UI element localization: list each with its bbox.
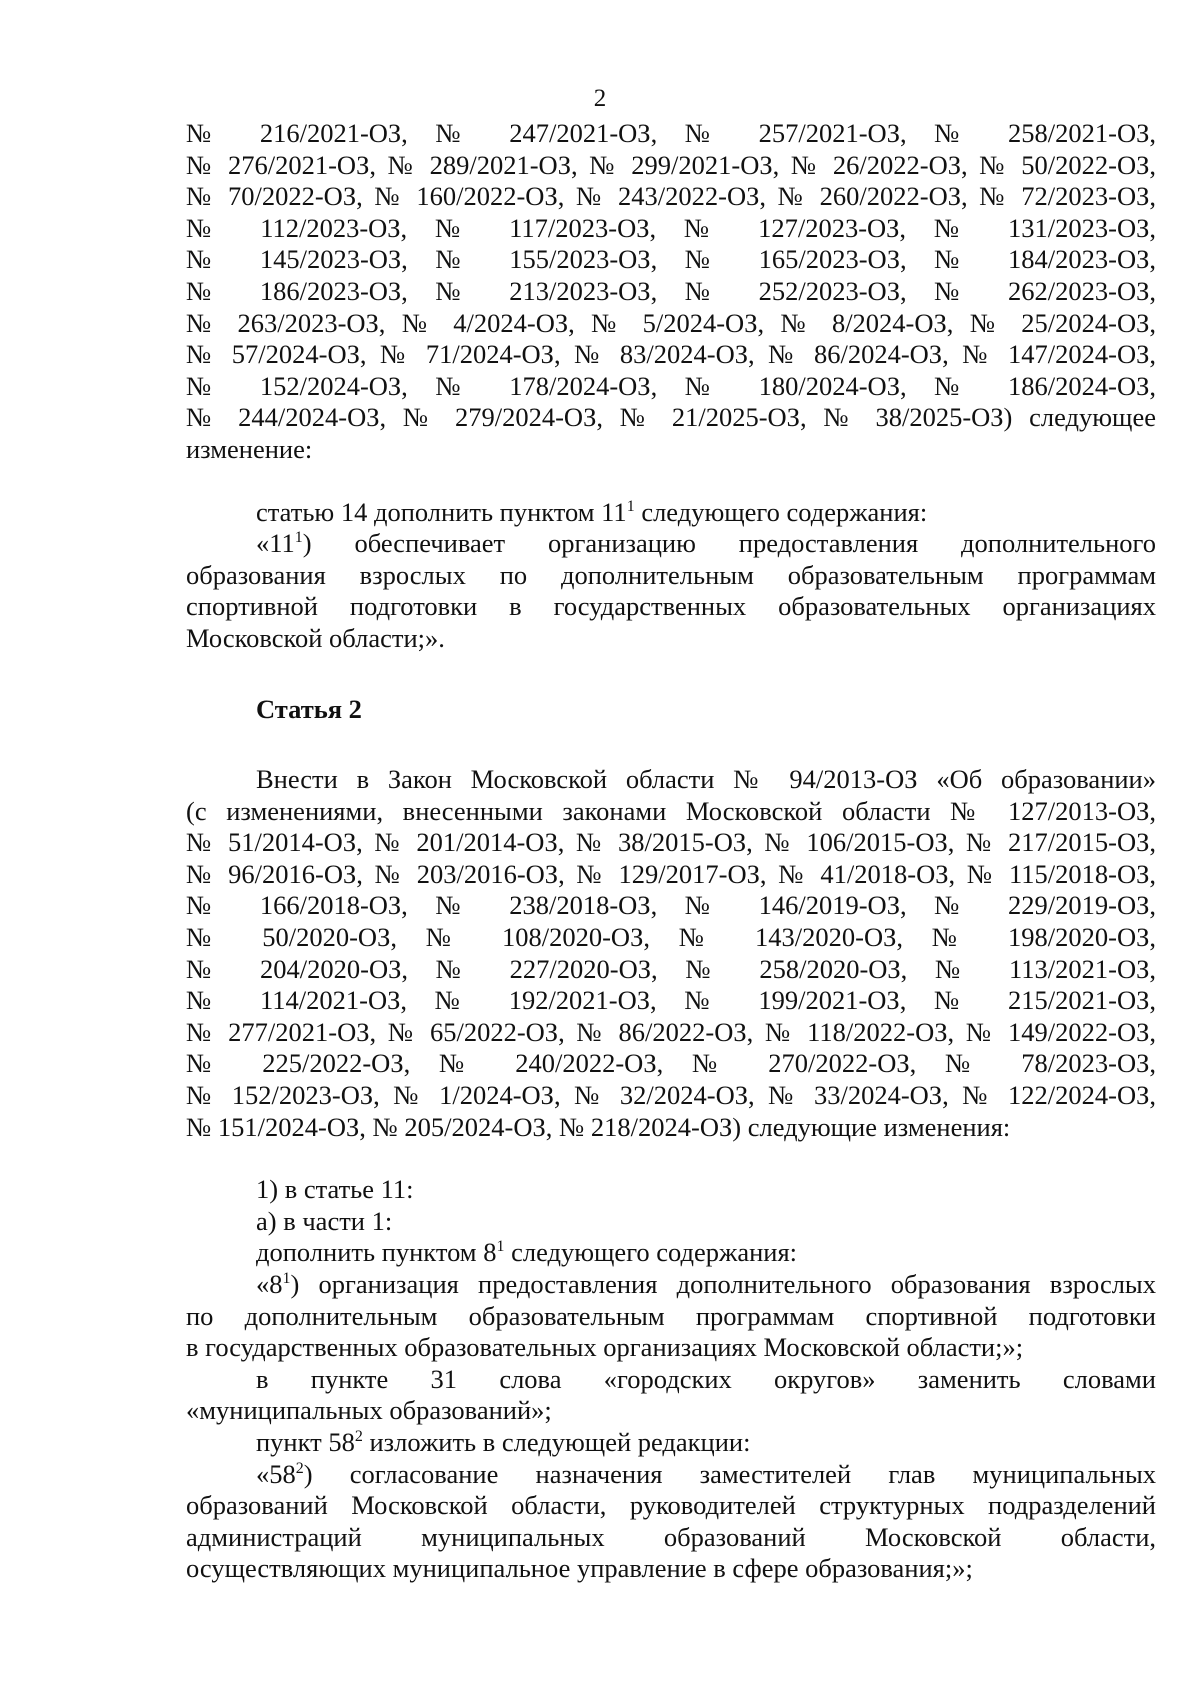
text-line: администраций муниципальных образований Московской области, (186, 1521, 1156, 1552)
text-line: в государственных образовательных организациях Московской области;»; (186, 1332, 1024, 1363)
text-line: № 276/2021-ОЗ, № 289/2021-ОЗ, № 299/2021-ОЗ, № 26/2022-ОЗ, № 50/2022-ОЗ, (186, 149, 1156, 180)
article-heading: Статья 2 (256, 693, 362, 724)
amendment-instruction (186, 1364, 1156, 1427)
text-line: спортивной подготовки в государственных образовательных организациях (186, 591, 1156, 622)
text-line: № 112/2023-ОЗ, № 117/2023-ОЗ, № 127/2023-ОЗ, № 131/2023-ОЗ, (186, 212, 1156, 243)
amendment-instruction: дополнить пунктом $8^1$ следующего содержания: (256, 1237, 798, 1268)
quoted-amendment (186, 1459, 1156, 1585)
text-line: № 186/2023-ОЗ, № 213/2023-ОЗ, № 252/2023-ОЗ, № 262/2023-ОЗ, (186, 275, 1156, 306)
article-intro-paragraph (186, 764, 1156, 1143)
text-line: № 277/2021-ОЗ, № 65/2022-ОЗ, № 86/2022-ОЗ, № 118/2022-ОЗ, № 149/2022-ОЗ, (186, 1016, 1156, 1047)
text-line: по дополнительным образовательным программам спортивной подготовки (186, 1300, 1156, 1331)
text-line: (с изменениями, внесенными законами Московской области № 127/2013-ОЗ, (186, 795, 1156, 826)
quoted-amendment (186, 528, 1156, 654)
text-line: № 152/2024-ОЗ, № 178/2024-ОЗ, № 180/2024-ОЗ, № 186/2024-ОЗ, (186, 370, 1156, 401)
text-line: № 57/2024-ОЗ, № 71/2024-ОЗ, № 83/2024-ОЗ, № 86/2024-ОЗ, № 147/2024-ОЗ, (186, 339, 1156, 370)
document-body (186, 118, 1156, 1585)
text-line: образования взрослых по дополнительным образовательным программам (186, 559, 1156, 590)
text-line: № 70/2022-ОЗ, № 160/2022-ОЗ, № 243/2022-ОЗ, № 260/2022-ОЗ, № 72/2023-ОЗ, (186, 181, 1156, 212)
text-line: в пункте 31 слова «городских округов» заменить словами (256, 1363, 1156, 1394)
text-line: осуществляющих муниципальное управление в сфере образования;»; (186, 1553, 973, 1584)
text-line: № 152/2023-ОЗ, № 1/2024-ОЗ, № 32/2024-ОЗ, № 33/2024-ОЗ, № 122/2024-ОЗ, (186, 1080, 1156, 1111)
text-line: Внести в Закон Московской области № 94/2013-ОЗ «Об образовании» (256, 764, 1156, 795)
text-line: № 51/2014-ОЗ, № 201/2014-ОЗ, № 38/2015-ОЗ, № 106/2015-ОЗ, № 217/2015-ОЗ, (186, 827, 1156, 858)
text-line: № 244/2024-ОЗ, № 279/2024-ОЗ, № 21/2025-ОЗ, № 38/2025-ОЗ) следующее (186, 402, 1156, 433)
list-item: 1) в статье 11: (256, 1174, 414, 1205)
text-line: Московской области;». (186, 622, 445, 653)
text-line: № 96/2016-ОЗ, № 203/2016-ОЗ, № 129/2017-ОЗ, № 41/2018-ОЗ, № 115/2018-ОЗ, (186, 858, 1156, 889)
amendment-instruction: статью 14 дополнить пунктом $11^1$ следующего содержания: (256, 496, 928, 527)
text-line: «$58^2$) согласование назначения заместителей глав муниципальных (256, 1458, 1156, 1489)
amendment-instruction: пункт $58^2$ изложить в следующей редакции: (256, 1426, 751, 1457)
text-line: образований Московской области, руководителей структурных подразделений (186, 1490, 1156, 1521)
text-line: № 216/2021-ОЗ, № 247/2021-ОЗ, № 257/2021-ОЗ, № 258/2021-ОЗ, (186, 118, 1156, 148)
text-line: «муниципальных образований»; (186, 1395, 552, 1426)
text-line: № 225/2022-ОЗ, № 240/2022-ОЗ, № 270/2022-ОЗ, № 78/2023-ОЗ, (186, 1048, 1156, 1079)
text-line: № 263/2023-ОЗ, № 4/2024-ОЗ, № 5/2024-ОЗ, № 8/2024-ОЗ, № 25/2024-ОЗ, (186, 307, 1156, 338)
text-line: № 151/2024-ОЗ, № 205/2024-ОЗ, № 218/2024-ОЗ) следующие изменения: (186, 1111, 1011, 1142)
quoted-amendment (186, 1269, 1156, 1364)
text-line: № 114/2021-ОЗ, № 192/2021-ОЗ, № 199/2021-ОЗ, № 215/2021-ОЗ, (186, 985, 1156, 1016)
text-line: «$11^1$) обеспечивает организацию предоставления дополнительного (256, 528, 1156, 559)
text-line: № 204/2020-ОЗ, № 227/2020-ОЗ, № 258/2020-ОЗ, № 113/2021-ОЗ, (186, 953, 1156, 984)
text-line: изменение: (186, 433, 313, 464)
text-line: «$8^1$) организация предоставления дополнительного образования взрослых (256, 1269, 1156, 1299)
text-line: № 50/2020-ОЗ, № 108/2020-ОЗ, № 143/2020-ОЗ, № 198/2020-ОЗ, (186, 922, 1156, 953)
page-number: 2 (593, 85, 607, 112)
list-item: а) в части 1: (256, 1205, 393, 1236)
text-line: № 145/2023-ОЗ, № 155/2023-ОЗ, № 165/2023-ОЗ, № 184/2023-ОЗ, (186, 244, 1156, 275)
text-line: № 166/2018-ОЗ, № 238/2018-ОЗ, № 146/2019-ОЗ, № 229/2019-ОЗ, (186, 890, 1156, 921)
law-list-paragraph (186, 118, 1156, 466)
